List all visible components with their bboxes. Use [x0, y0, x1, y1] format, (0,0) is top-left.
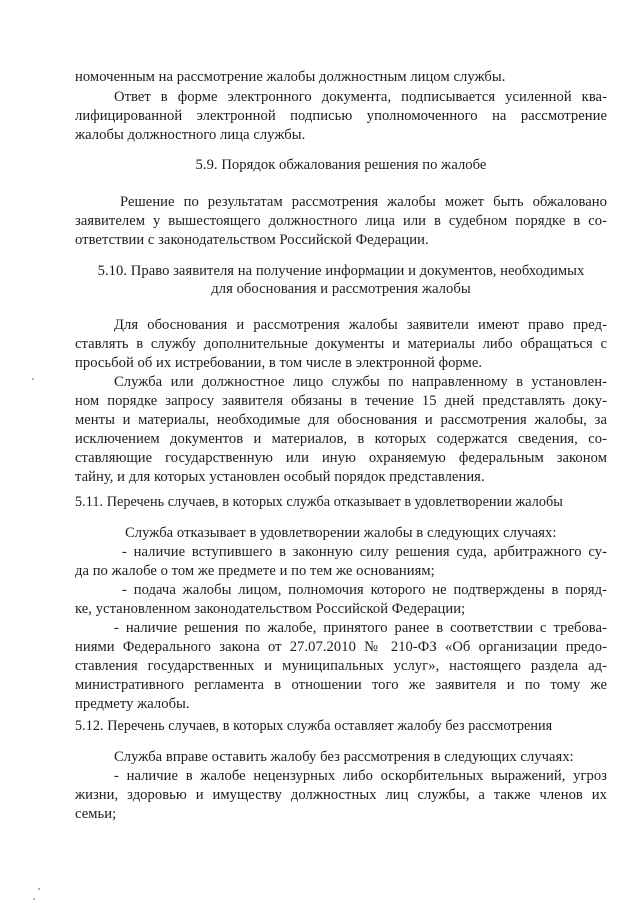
section-heading: для обоснования и рассмотрения жалобы	[211, 281, 471, 297]
paragraph-line: Служба или должностное лицо службы по направленному в установлен-	[114, 374, 607, 390]
list-item-line: ставления государственных и муниципальных услуг», настоящего раздела ад-	[75, 658, 607, 674]
list-item-line: министративного регламента в отношении того же заявителя и по тому же	[75, 677, 607, 693]
list-item-line: - наличие в жалобе нецензурных либо оскорбительных выражений, угроз	[114, 768, 607, 784]
list-item-line: ке, установленном законодательством Российской Федерации;	[75, 601, 466, 617]
list-item-line: семьи;	[75, 806, 117, 822]
list-item-line: - наличие вступившего в законную силу решения суда, арбитражного су-	[122, 544, 607, 560]
paragraph-line: ставлять в службу дополнительные документы и материалы либо обращаться с	[75, 336, 607, 352]
paragraph-line: ставляющие государственную или иную охраняемую федеральным законом	[75, 450, 607, 466]
list-item-line: предмету жалобы.	[75, 696, 190, 712]
scan-speck	[38, 888, 40, 890]
list-item-line: да по жалобе о том же предмете и по тем же основаниям;	[75, 563, 435, 579]
paragraph-line: жалобы должностного лица службы.	[75, 127, 306, 143]
paragraph-line: ответствии с законодательством Российской Федерации.	[75, 232, 429, 248]
list-item-line: ниями Федерального закона от 27.07.2010 № 210-ФЗ «Об организации предо-	[75, 639, 607, 655]
section-heading: 5.11. Перечень случаев, в которых служба отказывает в удовлетворении жалобы	[75, 494, 563, 510]
paragraph-line: Решение по результатам рассмотрения жалобы может быть обжаловано	[120, 194, 607, 210]
scan-speck	[32, 378, 34, 380]
paragraph-line: заявителем у вышестоящего должностного лица или в судебном порядке в со-	[75, 213, 607, 229]
list-item-line: - подача жалобы лицом, полномочия которого не подтверждены в поряд-	[122, 582, 607, 598]
section-heading: 5.9. Порядок обжалования решения по жалобе	[195, 157, 487, 173]
section-heading: 5.12. Перечень случаев, в которых служба оставляет жалобу без рассмотрения	[75, 718, 553, 734]
paragraph-line: ном порядке запросу заявителя обязаны в течение 15 дней представлять доку-	[75, 393, 607, 409]
paragraph-line: просьбой об их истребовании, в том числе в электронной форме.	[75, 355, 483, 371]
paragraph-line: Служба отказывает в удовлетворении жалобы в следующих случаях:	[125, 525, 557, 541]
paragraph-line: лифицированной электронной подписью уполномоченного на рассмотрение	[75, 108, 607, 124]
paragraph-line: Ответ в форме электронного документа, подписывается усиленной ква-	[114, 89, 607, 105]
paragraph-line: номоченным на рассмотрение жалобы должностным лицом службы.	[75, 69, 506, 85]
list-item-line: - наличие решения по жалобе, принятого ранее в соответствии с требова-	[114, 620, 607, 636]
paragraph-line: тайну, и для которых установлен особый порядок представления.	[75, 469, 485, 485]
paragraph-line: менты и материалы, необходимые для обоснования и рассмотрения жалобы, за	[75, 412, 607, 428]
paragraph-line: исключением документов и материалов, в которых содержатся сведения, со-	[75, 431, 607, 447]
paragraph-line: Служба вправе оставить жалобу без рассмотрения в следующих случаях:	[114, 749, 574, 765]
list-item-line: жизни, здоровью и имуществу должностных лиц службы, а также членов их	[75, 787, 607, 803]
paragraph-line: Для обоснования и рассмотрения жалобы заявители имеют право пред-	[114, 317, 607, 333]
section-heading: 5.10. Право заявителя на получение информации и документов, необходимых	[97, 263, 585, 279]
scan-speck	[33, 898, 35, 900]
